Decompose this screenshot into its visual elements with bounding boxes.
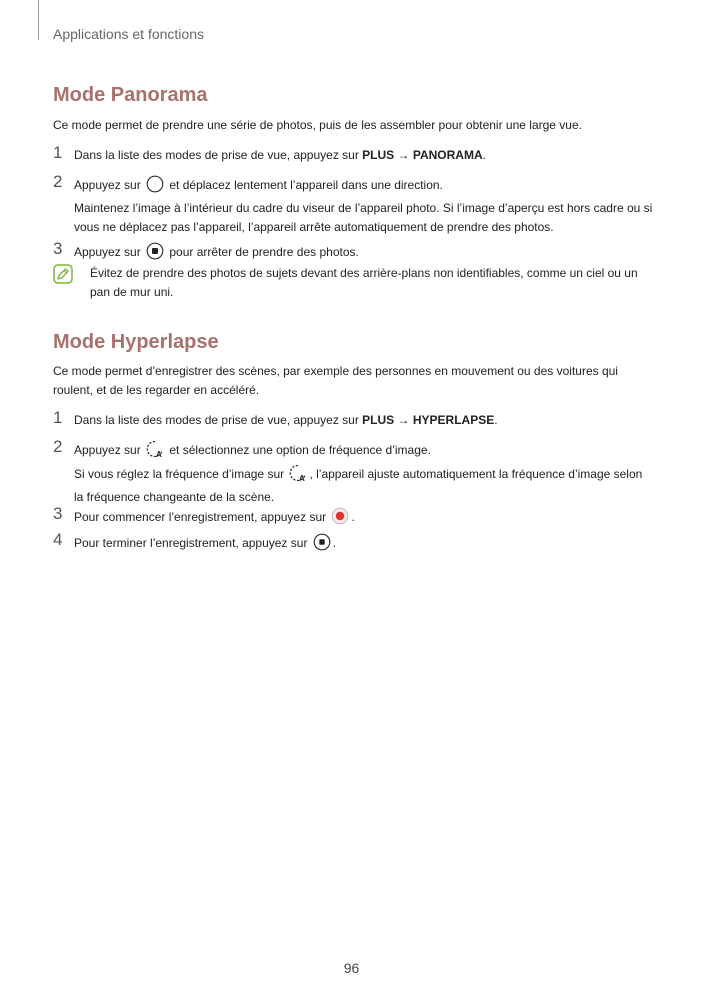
step-number: 4: [53, 530, 63, 549]
plus-label: PLUS: [362, 148, 395, 162]
arrow-glyph: →: [394, 148, 413, 162]
step-text: Appuyez sur: [74, 178, 145, 192]
step-text: Pour commencer l’enregistrement, appuyez sur: [74, 510, 330, 524]
hyperlapse-step-2: [53, 437, 653, 507]
step-text: et sélectionnez une option de fréquence d’image.: [166, 443, 431, 457]
page-number: 96: [343, 960, 360, 976]
note-text: Évitez de prendre des photos de sujets devant des arrière-plans non identifiables, comme un ciel ou un pan de mur uni.: [90, 266, 638, 299]
panorama-note: [53, 264, 653, 302]
step-end: .: [494, 413, 498, 427]
panorama-label: PANORAMA: [412, 148, 483, 162]
step-number: 1: [53, 408, 63, 427]
step-text: Appuyez sur: [74, 245, 145, 259]
step-text: Pour terminer l’enregistrement, appuyez sur: [74, 536, 311, 550]
stop-button-icon: [146, 242, 164, 266]
plus-label: PLUS: [362, 413, 395, 427]
panorama-step-1: [53, 143, 653, 165]
step-number: 2: [53, 437, 63, 456]
step-detail: Maintenez l’image à l’intérieur du cadre du viseur de l’appareil photo. Si l’image d’aperçu est hors cadre ou si vous ne déplacez pas l’appareil, l’appareil arrête automatiquement de prendre des photos.: [74, 201, 653, 234]
header-title: Applications et fonctions: [53, 26, 204, 42]
hyperlapse-step-4: [53, 530, 653, 557]
step-end: .: [482, 148, 486, 162]
svg-text:A: A: [156, 450, 162, 458]
hyperlapse-step-3: [53, 504, 653, 531]
step-text: Appuyez sur: [74, 443, 145, 457]
step-detail: , l’appareil ajuste automatiquement la fréquence d’image selon la fréquence changeante de la scène.: [74, 467, 643, 504]
header-divider: [38, 0, 39, 40]
step-text: pour arrêter de prendre des photos.: [166, 245, 359, 259]
panorama-intro: Ce mode permet de prendre une série de photos, puis de les assembler pour obtenir une large vue.: [53, 118, 582, 132]
stop-button-icon: [313, 533, 331, 557]
arrow-glyph: →: [394, 413, 413, 427]
section-title-panorama: Mode Panorama: [53, 84, 208, 106]
step-detail: Si vous réglez la fréquence d’image sur: [74, 467, 288, 481]
step-text: .: [351, 510, 355, 524]
step-number: 3: [53, 239, 63, 258]
step-number: 1: [53, 143, 63, 162]
step-number: 3: [53, 504, 63, 523]
section-title-hyperlapse: Mode Hyperlapse: [53, 331, 219, 353]
note-pencil-icon: [53, 264, 73, 290]
step-text: Dans la liste des modes de prise de vue, appuyez sur: [74, 413, 363, 427]
step-text: .: [332, 536, 337, 550]
hyperlapse-intro: Ce mode permet d’enregistrer des scènes, par exemple des personnes en mouvement ou des voitures qui roulent, et de les regarder en accéléré.: [53, 364, 618, 397]
record-button-icon: [331, 507, 349, 531]
step-text: et déplacez lentement l’appareil dans une direction.: [166, 178, 443, 192]
svg-text:A: A: [299, 474, 306, 482]
shutter-button-icon: [146, 175, 164, 199]
step-text: Dans la liste des modes de prise de vue, appuyez sur: [74, 148, 363, 162]
hyperlapse-step-1: [53, 408, 653, 430]
frame-rate-auto-icon: [146, 440, 164, 464]
step-number: 2: [53, 172, 63, 191]
hyperlapse-label: HYPERLAPSE: [412, 413, 495, 427]
panorama-step-3: [53, 239, 653, 266]
frame-rate-auto-icon: [289, 464, 307, 488]
panorama-step-2: [53, 172, 653, 237]
